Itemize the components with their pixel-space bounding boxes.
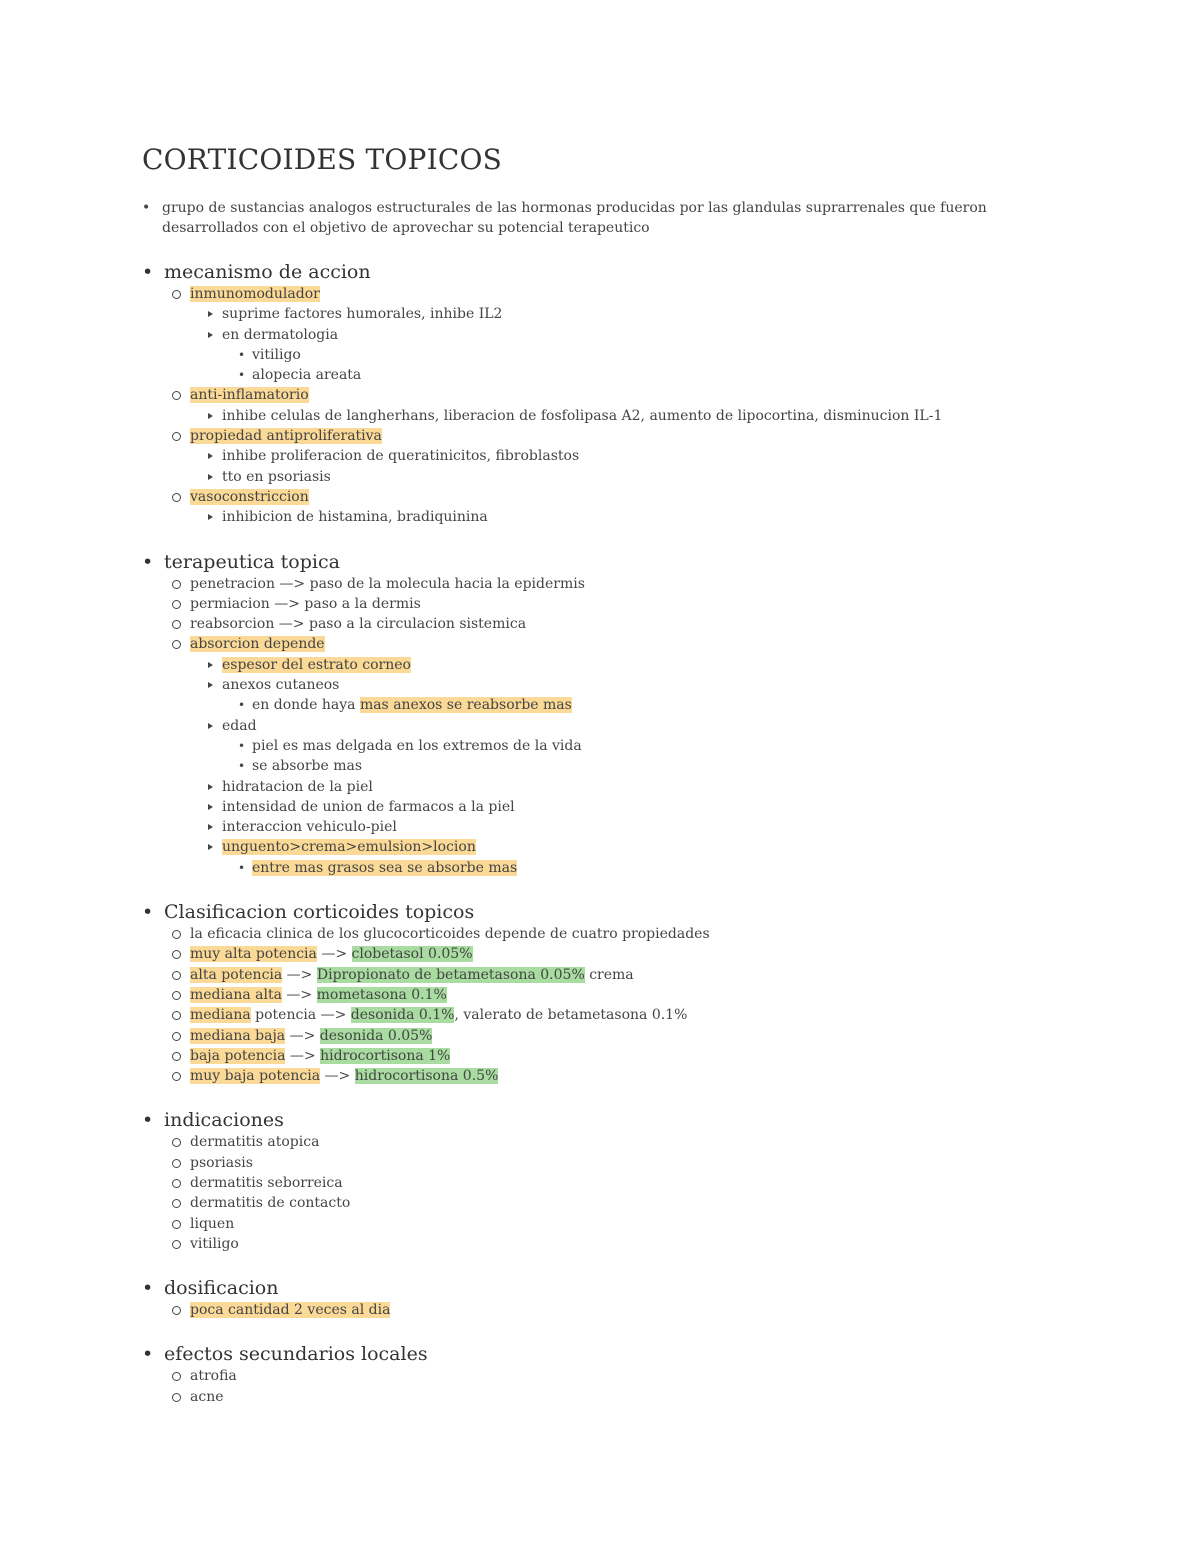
section: [142, 1108, 1042, 1254]
list-item: [142, 345, 1042, 365]
item-text: —>: [285, 1027, 320, 1044]
highlighted-text: hidrocortisona 1%: [320, 1047, 451, 1064]
highlighted-text: baja potencia: [190, 1047, 286, 1064]
list-item: [142, 487, 1042, 507]
list-item: [142, 574, 1042, 594]
list-item: [142, 716, 1042, 736]
item-text: en donde haya: [252, 697, 360, 714]
intro-paragraph: • grupo de sustancias analogos estructurales de las hormonas producidas por las glandulas suprarrenales que fueron desarrollados con el objetivo de aprovechar su potencial terapeutico: [142, 198, 1002, 238]
list-item: [142, 756, 1042, 776]
list-item: [142, 507, 1042, 527]
highlighted-text: mometasona 0.1%: [316, 986, 447, 1003]
list-item: [142, 304, 1042, 324]
list-item: [142, 594, 1042, 614]
list-item: [142, 1173, 1042, 1193]
list-item: [142, 858, 1042, 878]
document-content: [142, 140, 1042, 1407]
item-text: permiacion —> paso a la dermis: [190, 595, 421, 612]
list-item: [142, 1153, 1042, 1173]
list-item: [142, 1193, 1042, 1213]
section-list: [142, 1366, 1042, 1407]
item-text: reabsorcion —> paso a la circulacion sistemica: [190, 616, 527, 633]
highlighted-text: mediana: [190, 1007, 251, 1024]
list-item: [142, 777, 1042, 797]
item-text: suprime factores humorales, inhibe IL2: [222, 306, 503, 323]
section: [142, 550, 1042, 878]
list-item: [142, 406, 1042, 426]
item-text: intensidad de union de farmacos a la piel: [222, 798, 515, 815]
item-text: inhibe celulas de langherhans, liberacion de fosfolipasa A2, aumento de lipocortina, disminucion IL-1: [222, 407, 943, 424]
item-text: —>: [320, 1068, 355, 1085]
highlighted-text: entre mas grasos sea se absorbe mas: [252, 859, 518, 876]
sections-container: [142, 260, 1042, 1407]
item-text: psoriasis: [190, 1154, 253, 1171]
list-item: [142, 1026, 1042, 1046]
list-item: [142, 467, 1042, 487]
section: [142, 260, 1042, 528]
item-text: tto en psoriasis: [222, 468, 331, 485]
highlighted-text: Dipropionato de betametasona 0.05%: [316, 966, 585, 983]
section-heading: • indicaciones: [142, 1108, 1042, 1132]
highlighted-text: muy baja potencia: [190, 1068, 321, 1085]
highlighted-text: alta potencia: [190, 966, 283, 983]
list-item: [142, 634, 1042, 654]
highlighted-text: mas anexos se reabsorbe mas: [359, 697, 572, 714]
item-text: dermatitis de contacto: [190, 1195, 351, 1212]
item-text: interaccion vehiculo-piel: [222, 819, 397, 836]
highlighted-text: desonida 0.05%: [319, 1027, 433, 1044]
list-item: [142, 614, 1042, 634]
list-item: [142, 736, 1042, 756]
highlighted-text: propiedad antiproliferativa: [190, 428, 382, 445]
list-item: [142, 837, 1042, 857]
list-item: [142, 695, 1042, 715]
section-list: [142, 1300, 1042, 1320]
section: [142, 900, 1042, 1086]
intro-list: [142, 198, 1042, 238]
list-item: [142, 446, 1042, 466]
item-text: atrofia: [190, 1368, 237, 1385]
section-list: [142, 1132, 1042, 1254]
item-text: edad: [222, 717, 257, 734]
list-item: [142, 655, 1042, 675]
section-list: [142, 574, 1042, 878]
highlighted-text: absorcion depende: [190, 636, 325, 653]
list-item: [142, 1387, 1042, 1407]
list-item: [142, 817, 1042, 837]
highlighted-text: mediana baja: [190, 1027, 286, 1044]
list-item: [142, 797, 1042, 817]
highlighted-text: clobetasol 0.05%: [351, 946, 473, 963]
item-text: —>: [282, 966, 317, 983]
section: [142, 1276, 1042, 1320]
item-text: inhibe proliferacion de queratinicitos, fibroblastos: [222, 448, 580, 465]
item-text: acne: [190, 1388, 224, 1405]
highlighted-text: poca cantidad 2 veces al dia: [190, 1302, 391, 1319]
highlighted-text: vasoconstriccion: [190, 488, 309, 505]
highlighted-text: mediana alta: [190, 986, 282, 1003]
list-item: [142, 1066, 1042, 1086]
item-text: alopecia areata: [252, 367, 362, 384]
highlighted-text: unguento>crema>emulsion>locion: [222, 839, 476, 856]
item-text: dermatitis atopica: [190, 1134, 320, 1151]
item-text: vitiligo: [190, 1235, 239, 1252]
item-text: , valerato de betametasona 0.1%: [454, 1007, 688, 1024]
item-text: anexos cutaneos: [222, 677, 340, 694]
list-item: [142, 985, 1042, 1005]
item-text: crema: [584, 966, 634, 983]
section-heading: • Clasificacion corticoides topicos: [142, 900, 1042, 924]
highlighted-text: anti-inflamatorio: [190, 387, 309, 404]
list-item: [142, 924, 1042, 944]
highlighted-text: espesor del estrato corneo: [222, 656, 411, 673]
list-item: [142, 1214, 1042, 1234]
list-item: [142, 1005, 1042, 1025]
item-text: —>: [285, 1047, 321, 1064]
list-item: [142, 1234, 1042, 1254]
list-item: [142, 675, 1042, 695]
item-text: en dermatologia: [222, 326, 339, 343]
highlighted-text: hidrocortisona 0.5%: [354, 1068, 499, 1085]
section-heading: • mecanismo de accion: [142, 260, 1042, 284]
list-item: [142, 1366, 1042, 1386]
item-text: penetracion —> paso de la molecula hacia la epidermis: [190, 575, 585, 592]
item-text: la eficacia clinica de los glucocorticoides depende de cuatro propiedades: [190, 926, 710, 943]
list-item: [142, 1046, 1042, 1066]
highlighted-text: muy alta potencia: [190, 946, 317, 963]
list-item: [142, 1300, 1042, 1320]
list-item: [142, 1132, 1042, 1152]
list-item: [142, 965, 1042, 985]
section-list: [142, 924, 1042, 1086]
highlighted-text: desonida 0.1%: [350, 1007, 455, 1024]
item-text: hidratacion de la piel: [222, 778, 373, 795]
item-text: inhibicion de histamina, bradiquinina: [222, 509, 488, 526]
section-heading: • efectos secundarios locales: [142, 1342, 1042, 1366]
list-item: [142, 385, 1042, 405]
list-item: [142, 944, 1042, 964]
item-text: vitiligo: [252, 346, 301, 363]
list-item: [142, 325, 1042, 345]
item-text: dermatitis seborreica: [190, 1174, 343, 1191]
section: [142, 1342, 1042, 1407]
section-list: [142, 284, 1042, 528]
section-heading: • terapeutica topica: [142, 550, 1042, 574]
list-item: [142, 426, 1042, 446]
highlighted-text: inmunomodulador: [190, 286, 320, 302]
item-text: piel es mas delgada en los extremos de la vida: [252, 737, 582, 754]
page-title: CORTICOIDES TOPICOS: [142, 143, 503, 176]
item-text: liquen: [190, 1215, 235, 1232]
section-heading: • dosificacion: [142, 1276, 1042, 1300]
list-item: [142, 365, 1042, 385]
list-item: [142, 284, 1042, 304]
item-text: se absorbe mas: [252, 758, 363, 775]
item-text: —>: [316, 946, 352, 963]
item-text: potencia —>: [250, 1007, 351, 1024]
item-text: —>: [281, 986, 317, 1003]
